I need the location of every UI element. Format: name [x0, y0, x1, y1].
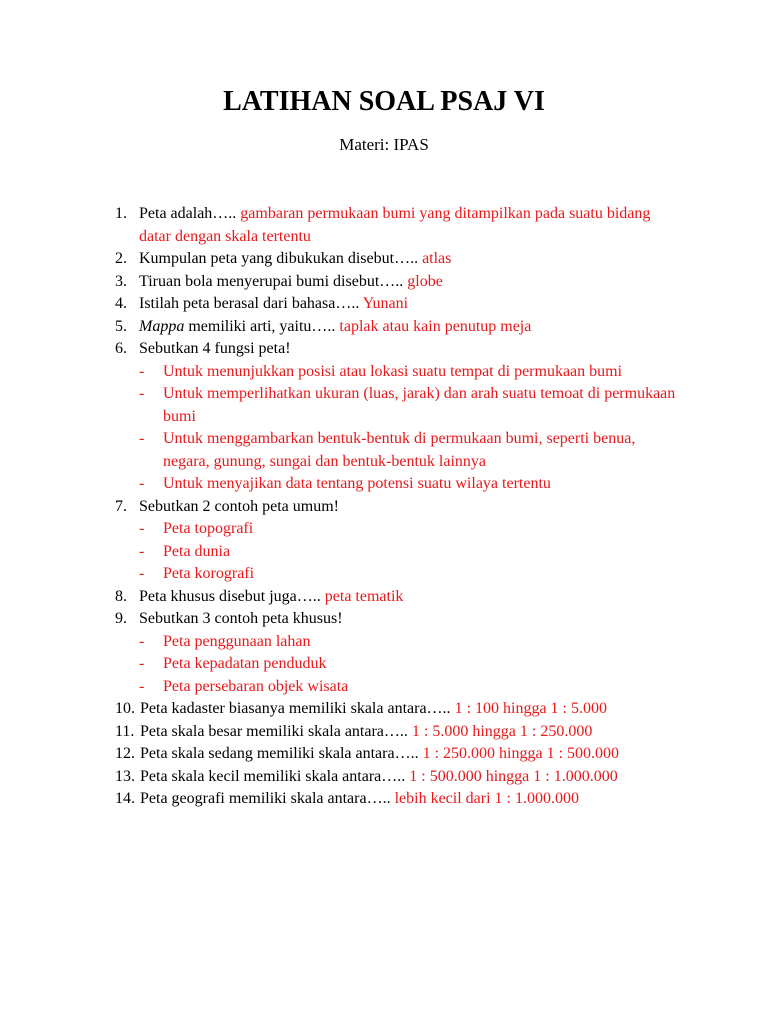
bullet-dash: -: [139, 430, 145, 447]
question-number: 9.: [115, 610, 127, 627]
question-text: Peta khusus disebut juga…..: [139, 587, 321, 605]
question-text: Tiruan bola menyerupai bumi disebut…..: [139, 272, 404, 290]
question-text: Peta skala besar memiliki skala antara…..: [140, 722, 408, 740]
question-text: Peta skala sedang memiliki skala antara…..: [140, 745, 419, 762]
question-10: [115, 698, 685, 721]
answer-item-text: Peta topografi: [163, 520, 254, 537]
question-text: Sebutkan 2 contoh peta umum!: [139, 497, 339, 515]
answer-text: Yunani: [362, 295, 409, 312]
question-text: Peta adalah…..: [139, 205, 237, 222]
answer-item: [115, 631, 685, 654]
question-text: Sebutkan 3 contoh peta khusus!: [139, 610, 343, 627]
question-text: Sebutkan 4 fungsi peta!: [139, 340, 291, 357]
question-number: 13.: [115, 767, 135, 785]
question-13: [115, 766, 685, 789]
answer-text: taplak atau kain penutup meja: [339, 317, 532, 335]
question-number: 3.: [115, 272, 127, 290]
answer-item: [115, 361, 685, 384]
bullet-dash: -: [139, 475, 145, 492]
question-list: [115, 203, 685, 811]
question-number: 10.: [115, 700, 135, 717]
answer-item-text: Untuk menyajikan data tentang potensi suatu wilaya tertentu: [163, 475, 551, 492]
answer-text: lebih kecil dari 1 : 1.000.000: [394, 790, 579, 807]
question-number: 11.: [115, 722, 135, 740]
question-2: [115, 248, 685, 271]
answer-text: globe: [407, 272, 443, 290]
question-text: memiliki arti, yaitu…..: [188, 317, 336, 335]
answer-text: gambaran permukaan bumi yang ditampilkan pada suatu bidang datar dengan skala tertentu: [139, 205, 651, 245]
answer-item: [115, 541, 685, 564]
question-3: [115, 271, 685, 294]
question-7: [115, 496, 685, 519]
answer-text: 1 : 100 hingga 1 : 5.000: [454, 700, 607, 717]
question-number: 12.: [115, 745, 135, 762]
question-8: [115, 586, 685, 609]
answer-item-text: Peta penggunaan lahan: [163, 632, 311, 650]
answer-item-text: Peta korografi: [163, 565, 255, 582]
question-6: [115, 338, 685, 361]
answer-item-text: Peta kepadatan penduduk: [163, 655, 327, 672]
question-number: 7.: [115, 497, 127, 515]
answer-item: [115, 473, 685, 496]
bullet-dash: -: [139, 655, 145, 672]
answer-item-text: Untuk menggambarkan bentuk-bentuk di permukaan bumi, seperti benua, negara, gunung, sungai dan bentuk-bentuk lainnya: [163, 430, 636, 470]
question-number: 4.: [115, 295, 127, 312]
answer-item: [115, 676, 685, 699]
answer-item-text: Untuk menunjukkan posisi atau lokasi suatu tempat di permukaan bumi: [163, 362, 623, 380]
question-italic-term: Mappa: [139, 317, 185, 335]
question-number: 1.: [115, 205, 127, 222]
question-4: [115, 293, 685, 316]
question-text: Peta kadaster biasanya memiliki skala antara…..: [140, 700, 451, 717]
answer-item-text: Peta dunia: [163, 542, 231, 560]
question-12: [115, 743, 685, 766]
answer-item-text: Untuk memperlihatkan ukuran (luas, jarak) dan arah suatu temoat di permukaan bumi: [163, 385, 676, 425]
bullet-dash: -: [139, 565, 145, 582]
question-text: Peta geografi memiliki skala antara…..: [140, 790, 391, 807]
question-1: [115, 203, 685, 248]
answer-item: [115, 428, 685, 473]
question-11: [115, 721, 685, 744]
answer-item-text: Peta persebaran objek wisata: [163, 677, 349, 695]
question-5: [115, 316, 685, 339]
bullet-dash: -: [139, 632, 145, 650]
question-14: [115, 788, 685, 811]
page-title: LATIHAN SOAL PSAJ VI: [223, 86, 545, 117]
question-text: Kumpulan peta yang dibukukan disebut…..: [139, 250, 419, 267]
answer-item: [115, 653, 685, 676]
bullet-dash: -: [139, 362, 145, 380]
question-number: 6.: [115, 340, 127, 357]
answer-text: peta tematik: [324, 587, 404, 605]
bullet-dash: -: [139, 385, 145, 402]
question-number: 8.: [115, 587, 127, 605]
bullet-dash: -: [139, 677, 145, 695]
answer-item: [115, 518, 685, 541]
answer-text: 1 : 5.000 hingga 1 : 250.000: [411, 722, 593, 740]
answer-text: 1 : 250.000 hingga 1 : 500.000: [422, 745, 620, 762]
answer-item: [115, 383, 685, 428]
answer-item: [115, 563, 685, 586]
question-number: 2.: [115, 250, 127, 267]
question-text: Peta skala kecil memiliki skala antara…..: [140, 767, 406, 785]
question-number: 14.: [115, 790, 135, 807]
answer-text: 1 : 500.000 hingga 1 : 1.000.000: [409, 767, 618, 785]
page-subtitle: Materi: IPAS: [339, 135, 429, 154]
question-9: [115, 608, 685, 631]
bullet-dash: -: [139, 520, 145, 537]
question-number: 5.: [115, 317, 127, 335]
bullet-dash: -: [139, 542, 145, 560]
question-text: Istilah peta berasal dari bahasa…..: [139, 295, 360, 312]
answer-text: atlas: [422, 250, 452, 267]
